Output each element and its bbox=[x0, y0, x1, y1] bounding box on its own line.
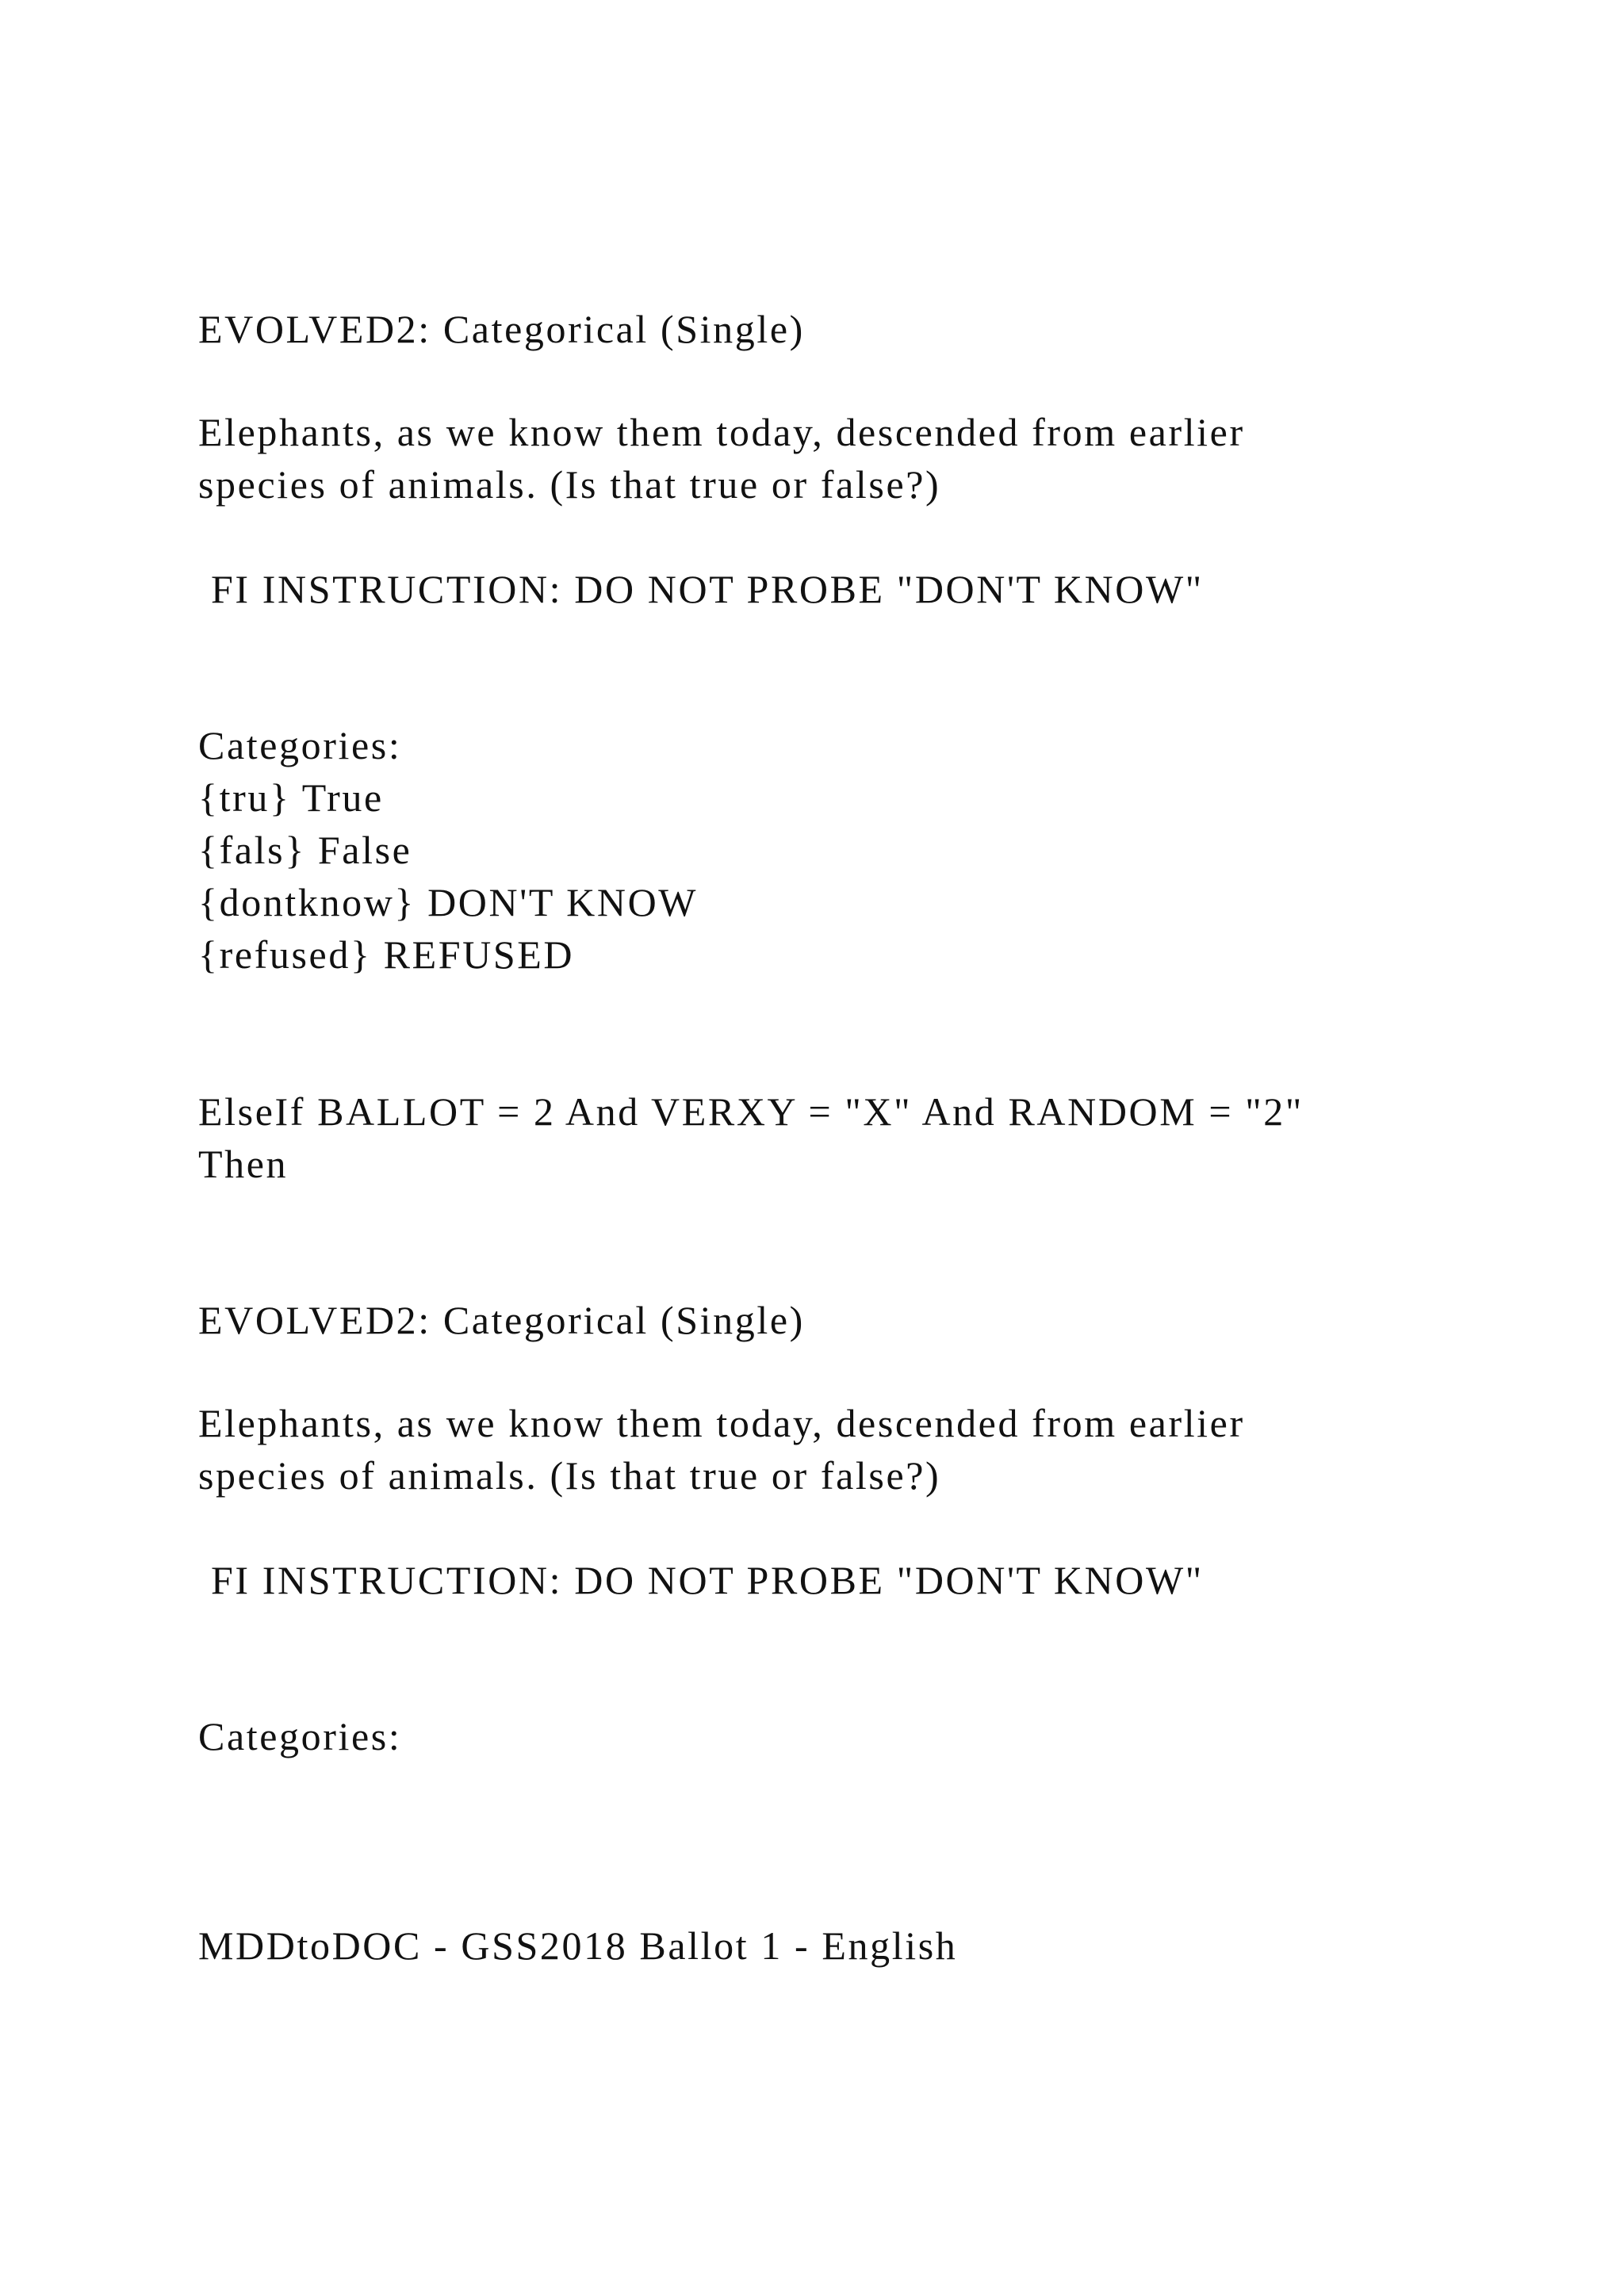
category-item: {dontknow} DON'T KNOW bbox=[198, 880, 699, 924]
categories-label: Categories: bbox=[198, 1714, 402, 1758]
routing-condition-line: ElseIf BALLOT = 2 And VERXY = "X" And RANDOM = "2" bbox=[198, 1089, 1304, 1134]
routing-condition-line: Then bbox=[198, 1142, 289, 1186]
question-text-line: Elephants, as we know them today, descended from earlier bbox=[198, 1401, 1245, 1445]
page-footer: MDDtoDOC - GSS2018 Ballot 1 - English bbox=[198, 1923, 958, 1968]
category-item: {tru} True bbox=[198, 775, 384, 820]
interviewer-instruction: FI INSTRUCTION: DO NOT PROBE "DON'T KNOW" bbox=[211, 1558, 1204, 1602]
category-item: {refused} REFUSED bbox=[198, 932, 575, 977]
question-text-line: species of animals. (Is that true or false?) bbox=[198, 1453, 941, 1498]
question-text-line: Elephants, as we know them today, descended from earlier bbox=[198, 410, 1245, 454]
question-heading: EVOLVED2: Categorical (Single) bbox=[198, 307, 805, 351]
interviewer-instruction: FI INSTRUCTION: DO NOT PROBE "DON'T KNOW" bbox=[211, 567, 1204, 611]
category-item: {fals} False bbox=[198, 828, 412, 872]
categories-label: Categories: bbox=[198, 723, 402, 767]
question-heading: EVOLVED2: Categorical (Single) bbox=[198, 1298, 805, 1342]
question-text-line: species of animals. (Is that true or false?) bbox=[198, 462, 941, 507]
